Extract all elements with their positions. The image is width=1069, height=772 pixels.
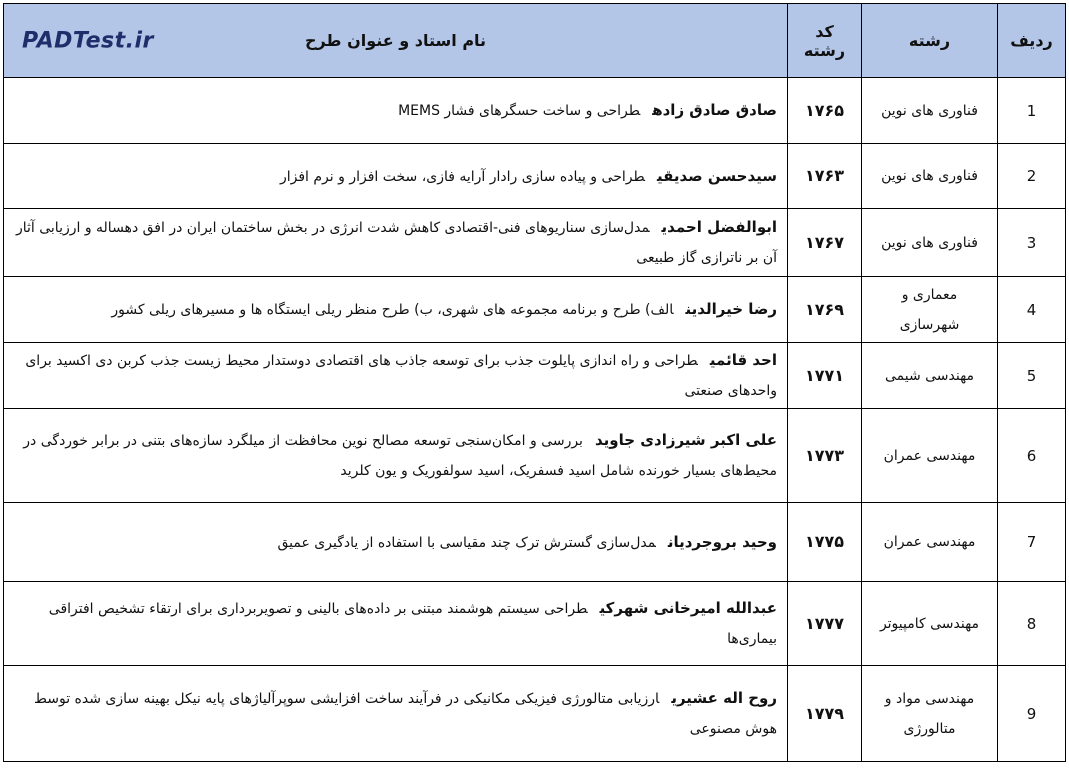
- brand-watermark: PADTest.ir: [22, 28, 154, 53]
- field-name: معماری و شهرسازی: [862, 277, 998, 343]
- table-header: [4, 4, 1066, 78]
- project-cell: [4, 409, 788, 503]
- field-code: ۱۷۷۵: [788, 503, 862, 582]
- field-name: فناوری های نوین: [862, 209, 998, 277]
- row-number: 2: [998, 144, 1066, 209]
- table-row: [4, 503, 1066, 582]
- field-code: ۱۷۶۳: [788, 144, 862, 209]
- header-title-label: نام استاد و عنوان طرح: [304, 31, 487, 50]
- professor-name: احد قائمی: [709, 351, 777, 369]
- project-title: الف) طرح و برنامه مجموعه های شهری، ب) طرح منظر ریلی ایستگاه ها و مسیرهای ریلی کشور: [111, 302, 674, 318]
- row-number: 1: [998, 78, 1066, 144]
- project-title: طراحی و ساخت حسگرهای فشار MEMS: [398, 103, 641, 119]
- table-row: [4, 277, 1066, 343]
- professor-name: سیدحسن صدیقی: [656, 166, 777, 185]
- project-cell: [4, 78, 788, 144]
- professor-name: صادق صادق زاده: [652, 101, 777, 119]
- professor-name: ابوالفضل احمدی: [661, 218, 777, 236]
- field-code: ۱۷۶۵: [788, 78, 862, 144]
- row-number: 7: [998, 503, 1066, 582]
- row-number: 9: [998, 666, 1066, 762]
- field-name: مهندسی عمران: [862, 409, 998, 503]
- project-title: ارزیابی متالورژی فیزیکی مکانیکی در فرآیند ساخت افزایشی سوپرآلیاژهای پایه نیکل بهینه سازی شده توسط هوش مصنوعی: [33, 691, 777, 737]
- field-name: مهندسی کامپیوتر: [862, 582, 998, 666]
- project-title: طراحی سیستم هوشمند مبتنی بر داده‌های بالینی و تصویربرداری برای ارتقاء تشخیص افتراقی بیماری‌ها: [48, 601, 777, 647]
- project-cell: [4, 666, 788, 762]
- row-number: 3: [998, 209, 1066, 277]
- field-code: ۱۷۶۹: [788, 277, 862, 343]
- project-cell: [4, 144, 788, 209]
- field-code: ۱۷۷۷: [788, 582, 862, 666]
- project-title: مدل‌سازی گسترش ترک چند مقیاسی با استفاده از یادگیری عمیق: [277, 534, 656, 551]
- field-name: مهندسی شیمی: [862, 343, 998, 409]
- row-number: 4: [998, 277, 1066, 343]
- table-row: [4, 144, 1066, 209]
- project-cell: [4, 503, 788, 582]
- project-title: طراحی و پیاده سازی رادار آرایه فازی، سخت افزار و نرم افزار: [279, 168, 645, 185]
- project-cell: [4, 277, 788, 343]
- professor-name: علی اکبر شیرزادی جاوید: [594, 431, 777, 449]
- row-number: 5: [998, 343, 1066, 409]
- table-row: [4, 409, 1066, 503]
- table-row: [4, 666, 1066, 762]
- header-professor-and-title: [4, 4, 788, 78]
- field-code: ۱۷۷۳: [788, 409, 862, 503]
- field-code: ۱۷۷۹: [788, 666, 862, 762]
- project-title: مدل‌سازی سناریوهای فنی-اقتصادی کاهش شدت انرژی در بخش ساختمان ایران در افق دهساله و ارزیابی آثار آن بر ناترازی گاز طبیعی: [15, 220, 777, 266]
- project-cell: [4, 209, 788, 277]
- header-field-code: کد رشته: [788, 4, 862, 78]
- professor-name: عبدالله امیرخانی شهرکی: [599, 599, 777, 617]
- row-number: 8: [998, 582, 1066, 666]
- project-cell: [4, 343, 788, 409]
- projects-table: [3, 3, 1066, 762]
- table-row: [4, 343, 1066, 409]
- row-number: 6: [998, 409, 1066, 503]
- professor-name: روح اله عشیری: [671, 689, 777, 707]
- field-name: فناوری های نوین: [862, 144, 998, 209]
- field-name: مهندسی مواد و متالورژی: [862, 666, 998, 762]
- project-title: بررسی و امکان‌سنجی توسعه مصالح نوین محافظت از میلگرد سازه‌های بتنی در برابر خوردگی در محیط‌های بسیار خورنده شامل اسید فسفریک، اسید سولفوریک و یون کلرید: [23, 433, 777, 479]
- table-row: [4, 582, 1066, 666]
- table-row: [4, 209, 1066, 277]
- field-name: فناوری های نوین: [862, 78, 998, 144]
- field-name: مهندسی عمران: [862, 503, 998, 582]
- professor-name: وحید بروجردیان: [667, 532, 777, 551]
- project-title: طراحی و راه اندازی پایلوت جذب برای توسعه جاذب های اقتصادی دوستدار محیط زیست جذب کربن دی اکسید برای واحدهای صنعتی: [25, 353, 777, 399]
- professor-name: رضا خیرالدین: [685, 300, 777, 318]
- header-field: رشته: [862, 4, 998, 78]
- project-cell: [4, 582, 788, 666]
- field-code: ۱۷۷۱: [788, 343, 862, 409]
- table-row: [4, 78, 1066, 144]
- field-code: ۱۷۶۷: [788, 209, 862, 277]
- header-row-number: ردیف: [998, 4, 1066, 78]
